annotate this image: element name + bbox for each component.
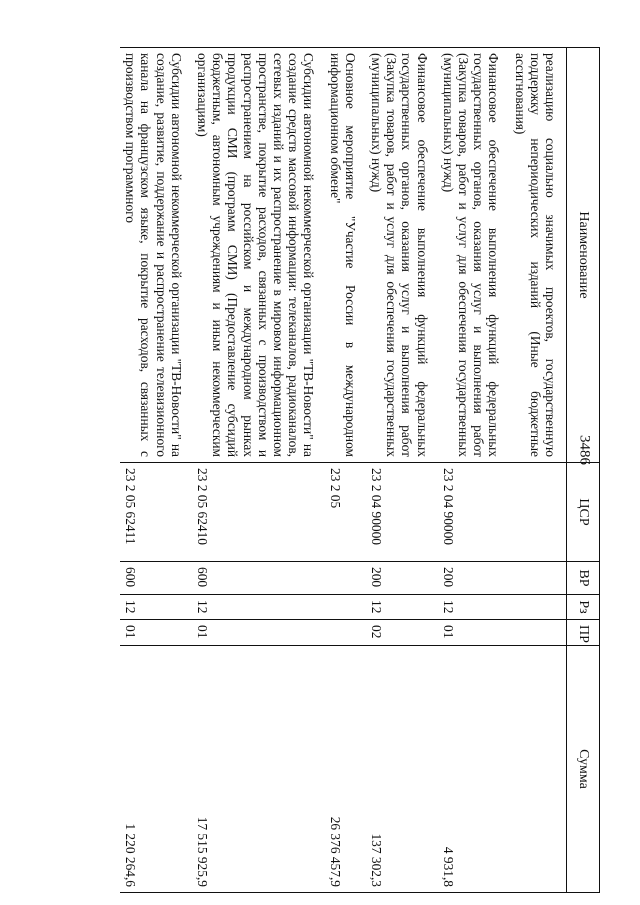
row-rz: 12 xyxy=(192,595,325,620)
row-pr xyxy=(509,620,566,646)
row-csr: 23 2 05 xyxy=(324,463,365,562)
row-rz xyxy=(509,595,566,620)
table-header-row xyxy=(567,48,600,893)
header-sum: Сумма xyxy=(567,646,600,893)
row-pr: 01 xyxy=(120,620,192,646)
row-csr: 23 2 05 62411 xyxy=(120,463,192,562)
row-rz xyxy=(324,595,365,620)
table-row xyxy=(509,48,566,893)
header-csr: ЦСР xyxy=(567,463,600,562)
row-vr xyxy=(324,562,365,595)
table-row xyxy=(120,48,192,893)
row-pr: 02 xyxy=(366,620,438,646)
table-row xyxy=(438,48,510,893)
row-vr: 600 xyxy=(192,562,325,595)
row-sum: 17 515 925,9 xyxy=(192,646,325,893)
row-rz: 12 xyxy=(438,595,510,620)
row-name: реализацию социально значимых проектов, государственную поддержку непериодических изданий (Иные бюджетные ассигнования) xyxy=(509,48,566,463)
row-pr xyxy=(324,620,365,646)
row-vr: 200 xyxy=(438,562,510,595)
row-vr: 600 xyxy=(120,562,192,595)
row-csr xyxy=(509,463,566,562)
table-row xyxy=(324,48,365,893)
header-pr: ПР xyxy=(567,620,600,646)
row-pr: 01 xyxy=(192,620,325,646)
budget-table xyxy=(120,47,600,893)
row-sum: 137 302,3 xyxy=(366,646,438,893)
header-name: Наименование xyxy=(567,48,600,463)
table-row xyxy=(192,48,325,893)
row-name: Основное мероприятие "Участие России в международном информационном обмене" xyxy=(324,48,365,463)
row-vr xyxy=(509,562,566,595)
rotated-page-content xyxy=(26,47,600,892)
table-row xyxy=(366,48,438,893)
row-name: Финансовое обеспечение выполнения функций федеральных государственных органов, оказания услуг и выполнения работ (Закупка товаров, работ и услуг для обеспечения государственных (муниципальных) нужд) xyxy=(366,48,438,463)
row-name: Субсидии автономной некоммерческой организации "ТВ-Новости" на создание средств массовой информации: телеканалов, радиоканалов, сетевых изданий и их распространение в мировом информационном пространстве, покрытие расходов, связанных с производством и распространением на российском и международном рынках продукции СМИ (программ СМИ) (Предоставление субсидий бюджетным, автономным учреждениям и иным некоммерческим организациям) xyxy=(192,48,325,463)
row-vr: 200 xyxy=(366,562,438,595)
row-rz: 12 xyxy=(120,595,192,620)
row-csr: 23 2 04 90000 xyxy=(438,463,510,562)
header-vr: ВР xyxy=(567,562,600,595)
row-name: Субсидии автономной некоммерческой организации "ТВ-Новости" на создание, развитие, поддержание и распространение телевизионного канала на французском языке, покрытие расходов, связанных с производством программного xyxy=(120,48,192,463)
row-rz: 12 xyxy=(366,595,438,620)
header-rz: Рз xyxy=(567,595,600,620)
row-sum: 1 220 264,6 xyxy=(120,646,192,893)
row-pr: 01 xyxy=(438,620,510,646)
row-csr: 23 2 04 90000 xyxy=(366,463,438,562)
page-number: 3486 xyxy=(576,435,593,465)
row-name: Финансовое обеспечение выполнения функций федеральных государственных органов, оказания услуг и выполнения работ (Закупка товаров, работ и услуг для обеспечения государственных (муниципальных) нужд) xyxy=(438,48,510,463)
row-csr: 23 2 05 62410 xyxy=(192,463,325,562)
row-sum: 4 931,8 xyxy=(438,646,510,893)
row-sum: 26 376 457,9 xyxy=(324,646,365,893)
row-sum xyxy=(509,646,566,893)
